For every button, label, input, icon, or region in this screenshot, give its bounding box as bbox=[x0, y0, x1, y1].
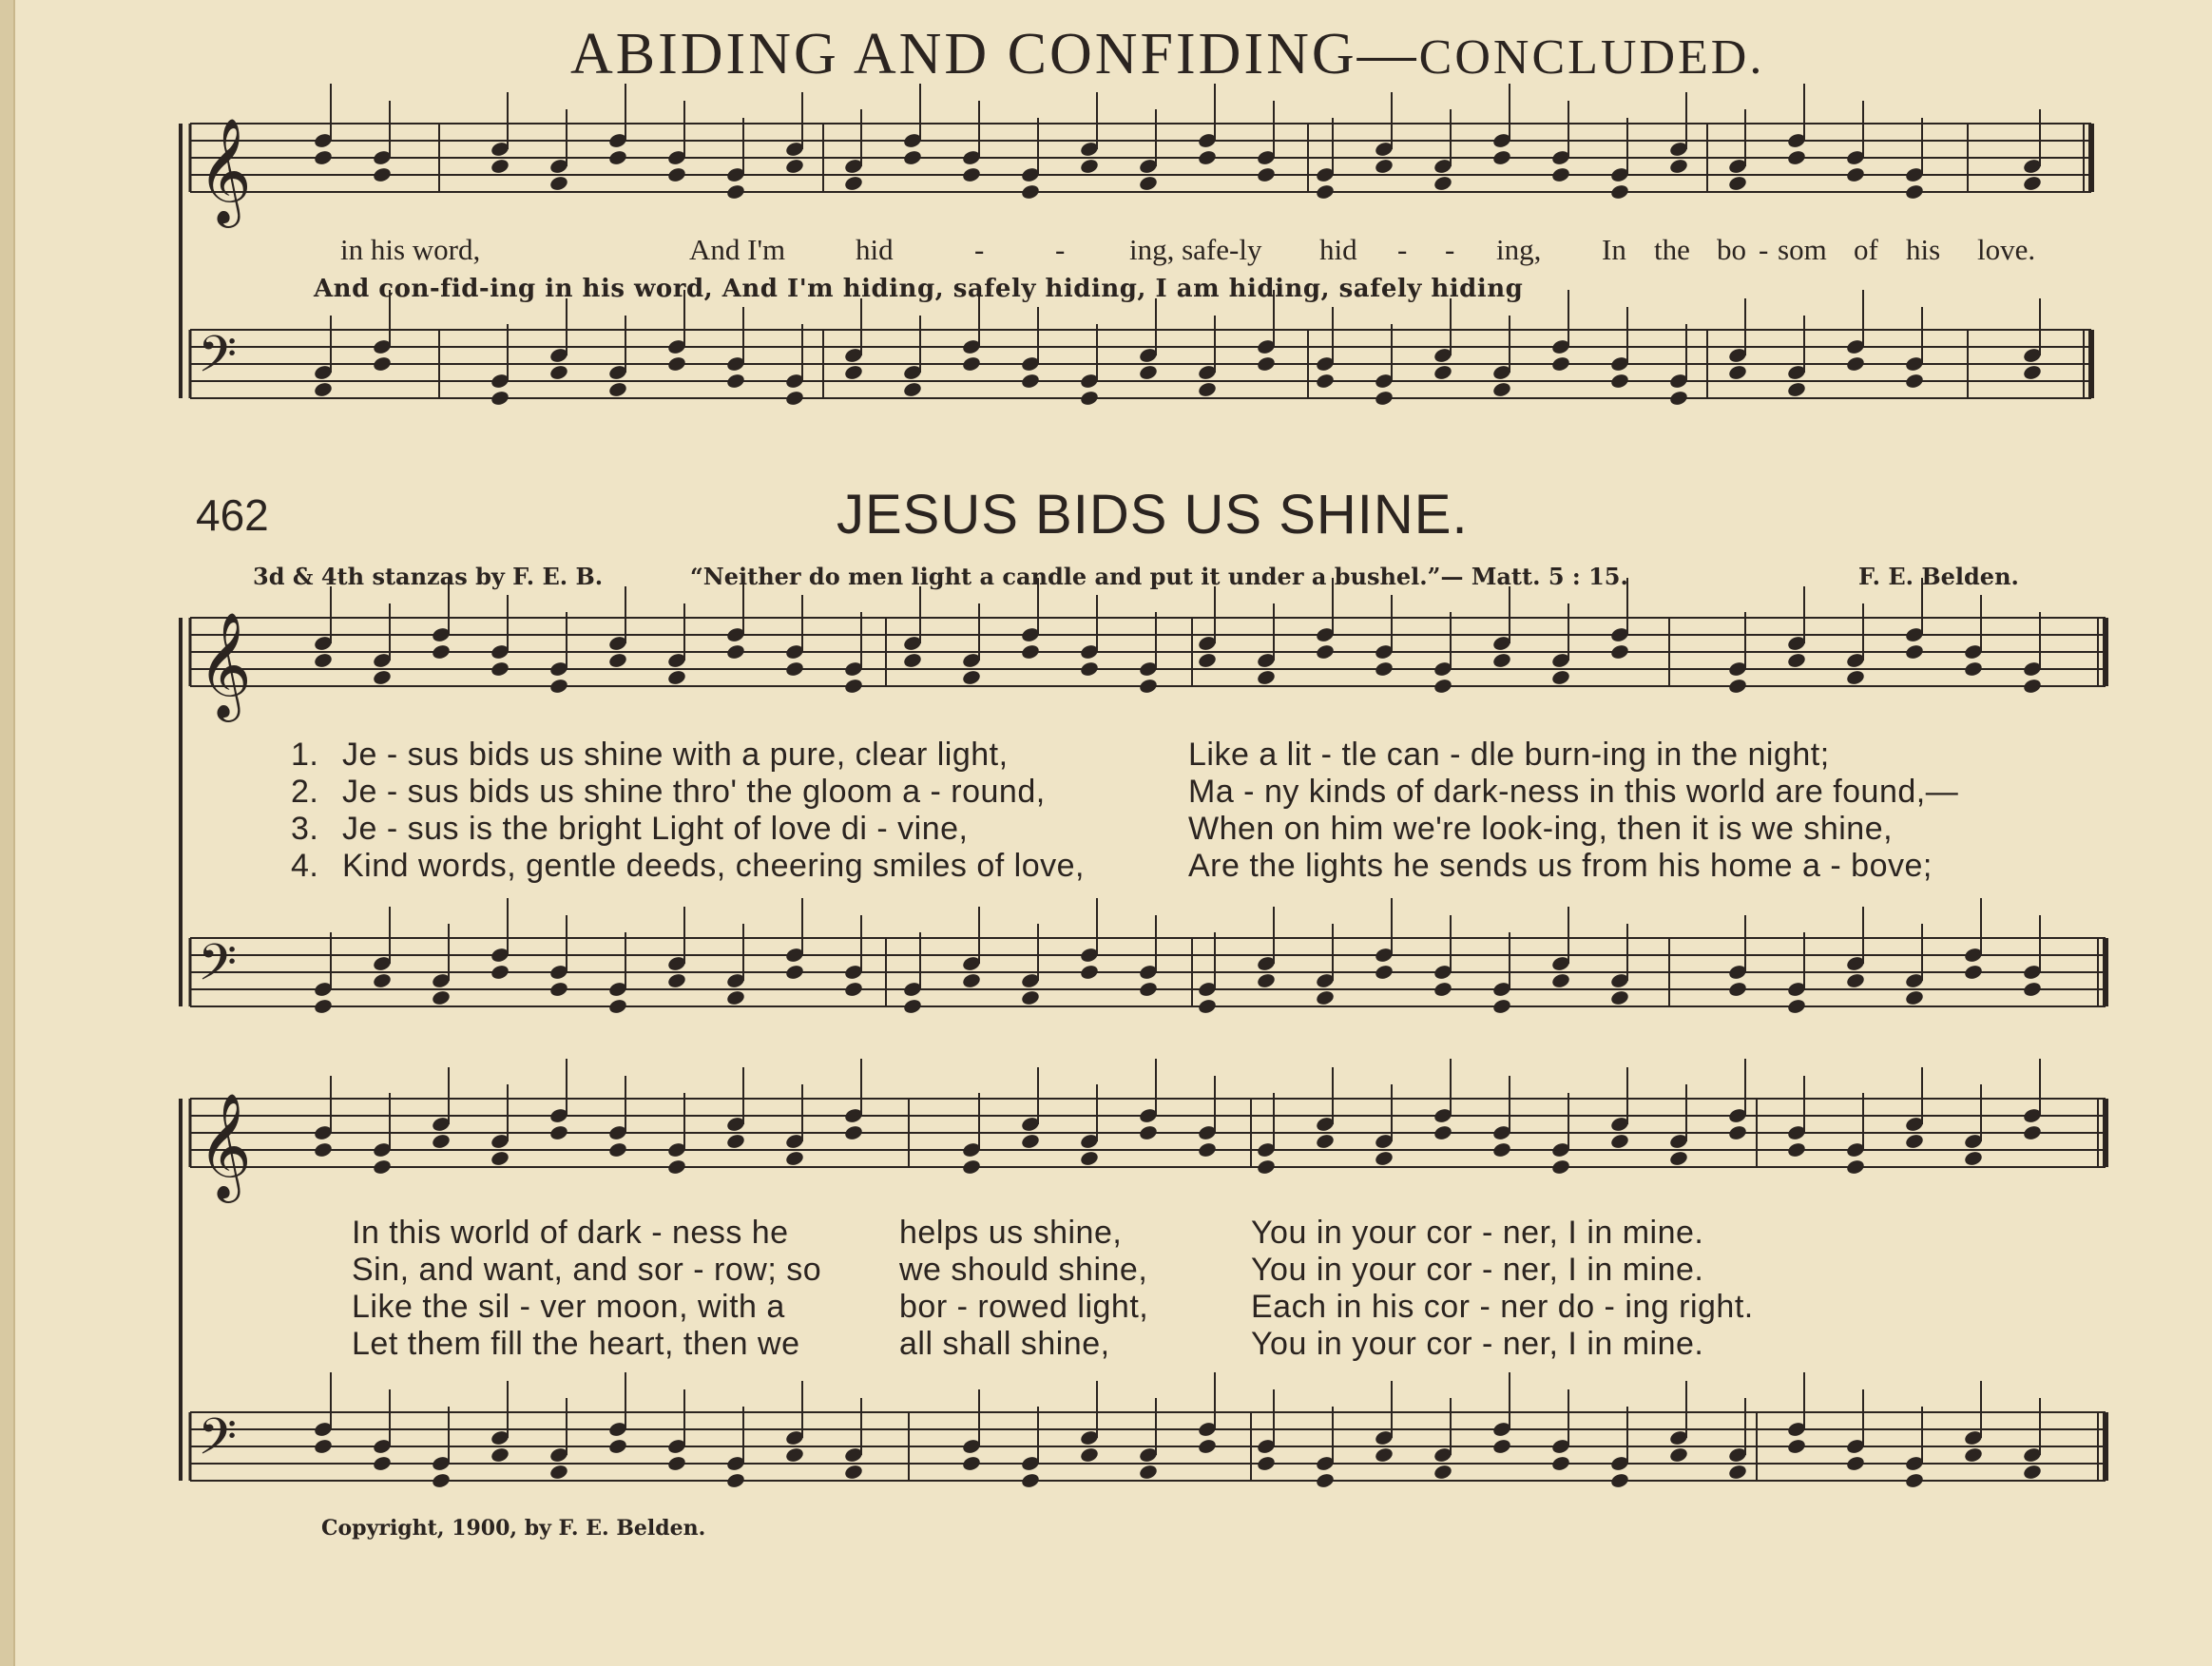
note-head bbox=[1727, 678, 1747, 695]
note-head bbox=[1020, 1472, 1040, 1489]
note-head bbox=[843, 678, 863, 695]
note-head bbox=[1374, 964, 1394, 981]
verse-line-c: You in your cor - ner, I in mine. bbox=[1251, 1252, 1704, 1288]
note-head bbox=[1374, 1446, 1394, 1464]
note-head bbox=[666, 1159, 686, 1176]
lyric-word: - bbox=[974, 233, 985, 266]
note-head bbox=[1256, 972, 1276, 989]
note-head bbox=[1020, 373, 1040, 390]
note-head bbox=[607, 652, 627, 669]
lyric-word: in his word, bbox=[340, 233, 481, 266]
note-head bbox=[1079, 390, 1099, 407]
verse-line-b: Ma - ny kinds of dark-ness in this world are found,— bbox=[1188, 774, 1959, 810]
note-head bbox=[1845, 1455, 1865, 1472]
note-head bbox=[902, 149, 922, 166]
note-head bbox=[1197, 149, 1217, 166]
note-head bbox=[1138, 981, 1158, 998]
note-head bbox=[1256, 1455, 1276, 1472]
note-head bbox=[313, 652, 333, 669]
note-head bbox=[1374, 158, 1394, 175]
note-head bbox=[784, 661, 804, 678]
hymn-number: 462 bbox=[196, 490, 269, 540]
note-head bbox=[1491, 998, 1511, 1015]
note-head bbox=[1020, 643, 1040, 661]
verse-line-a: Je - sus bids us shine with a pure, clear light, bbox=[342, 737, 1009, 773]
verse-number: 1. bbox=[291, 737, 319, 773]
note-head bbox=[1668, 158, 1688, 175]
note-head bbox=[1963, 1150, 1983, 1167]
note-head bbox=[1786, 149, 1806, 166]
note-head bbox=[490, 158, 510, 175]
note-head bbox=[725, 1472, 745, 1489]
note-head bbox=[666, 1455, 686, 1472]
lyric-word: of bbox=[1854, 233, 1878, 266]
note-head bbox=[1550, 166, 1570, 183]
note-head bbox=[961, 1159, 981, 1176]
note-head bbox=[431, 989, 451, 1006]
lyric-word: his bbox=[1906, 233, 1941, 266]
note-head bbox=[372, 972, 392, 989]
lyric-word: bo bbox=[1717, 233, 1746, 266]
note-head bbox=[1904, 643, 1924, 661]
note-head bbox=[1138, 175, 1158, 192]
note-head bbox=[2022, 678, 2042, 695]
note-head bbox=[372, 669, 392, 686]
note-head bbox=[1256, 669, 1276, 686]
note-head bbox=[1491, 652, 1511, 669]
note-head bbox=[784, 964, 804, 981]
note-head bbox=[313, 998, 333, 1015]
note-head bbox=[666, 355, 686, 373]
note-head bbox=[1020, 989, 1040, 1006]
verse-line-b: all shall shine, bbox=[899, 1326, 1110, 1362]
note-head bbox=[607, 998, 627, 1015]
note-head bbox=[1668, 390, 1688, 407]
note-head bbox=[1609, 183, 1629, 201]
note-head bbox=[1256, 1159, 1276, 1176]
note-head bbox=[431, 1133, 451, 1150]
note-head bbox=[2022, 1124, 2042, 1141]
note-head bbox=[1845, 1159, 1865, 1176]
lyric-word: som bbox=[1778, 233, 1827, 266]
note-head bbox=[1845, 972, 1865, 989]
note-head bbox=[725, 373, 745, 390]
note-head bbox=[1609, 373, 1629, 390]
note-head bbox=[607, 1141, 627, 1159]
note-head bbox=[1786, 998, 1806, 1015]
note-head bbox=[725, 183, 745, 201]
note-head bbox=[902, 381, 922, 398]
verse-line-c: You in your cor - ner, I in mine. bbox=[1251, 1326, 1704, 1362]
note-head bbox=[548, 1124, 568, 1141]
note-head bbox=[1138, 1464, 1158, 1481]
note-head bbox=[1963, 1446, 1983, 1464]
note-head bbox=[843, 1124, 863, 1141]
lyric-word: - bbox=[1759, 233, 1769, 266]
note-head bbox=[548, 678, 568, 695]
note-head bbox=[1433, 1464, 1452, 1481]
note-head bbox=[666, 669, 686, 686]
note-head bbox=[372, 355, 392, 373]
note-head bbox=[1020, 183, 1040, 201]
note-head bbox=[1374, 390, 1394, 407]
note-head bbox=[607, 381, 627, 398]
note-head bbox=[313, 1141, 333, 1159]
note-head bbox=[1668, 1446, 1688, 1464]
verse-line-a: Sin, and want, and sor - row; so bbox=[352, 1252, 822, 1288]
note-head bbox=[1904, 183, 1924, 201]
note-head bbox=[1786, 1438, 1806, 1455]
note-head bbox=[784, 158, 804, 175]
note-head bbox=[1020, 1133, 1040, 1150]
note-head bbox=[1433, 678, 1452, 695]
note-head bbox=[548, 1464, 568, 1481]
lyric-word: ing, safe-ly bbox=[1129, 233, 1262, 266]
note-head bbox=[2022, 175, 2042, 192]
copyright-notice: Copyright, 1900, by F. E. Belden. bbox=[321, 1516, 706, 1541]
verse-line-a: Kind words, gentle deeds, cheering smiles of love, bbox=[342, 848, 1085, 884]
note-head bbox=[902, 998, 922, 1015]
note-head bbox=[2022, 364, 2042, 381]
note-head bbox=[1491, 149, 1511, 166]
note-head bbox=[1550, 669, 1570, 686]
note-head bbox=[1315, 183, 1335, 201]
note-head bbox=[490, 964, 510, 981]
note-head bbox=[548, 175, 568, 192]
note-head bbox=[843, 364, 863, 381]
note-head bbox=[784, 1150, 804, 1167]
note-head bbox=[961, 355, 981, 373]
note-head bbox=[1727, 364, 1747, 381]
note-head bbox=[1315, 989, 1335, 1006]
note-head bbox=[902, 652, 922, 669]
note-head bbox=[1904, 1472, 1924, 1489]
note-head bbox=[548, 364, 568, 381]
note-head bbox=[1256, 355, 1276, 373]
lyric-word: hid bbox=[1319, 233, 1357, 266]
note-head bbox=[1963, 964, 1983, 981]
note-head bbox=[1315, 643, 1335, 661]
note-head bbox=[490, 390, 510, 407]
note-head bbox=[1609, 989, 1629, 1006]
note-head bbox=[961, 669, 981, 686]
note-head bbox=[1491, 1438, 1511, 1455]
note-head bbox=[1904, 989, 1924, 1006]
verse-line-b: bor - rowed light, bbox=[899, 1289, 1149, 1325]
note-head bbox=[1138, 364, 1158, 381]
note-head bbox=[1315, 373, 1335, 390]
note-head bbox=[1079, 1150, 1099, 1167]
note-head bbox=[1609, 643, 1629, 661]
verse-line-a: Je - sus is the bright Light of love di - vine, bbox=[342, 811, 969, 847]
lyric-word: love. bbox=[1977, 233, 2036, 266]
lyric-word: - bbox=[1397, 233, 1408, 266]
note-head bbox=[1197, 652, 1217, 669]
note-head bbox=[1668, 1150, 1688, 1167]
lyric-line-2: And con-fid-ing in his word, And I'm hiding, safely hiding, I am hiding, safely hiding bbox=[314, 275, 1524, 303]
lyric-word: - bbox=[1055, 233, 1066, 266]
note-head bbox=[1727, 1124, 1747, 1141]
note-head bbox=[1079, 964, 1099, 981]
lyric-word: hid bbox=[856, 233, 894, 266]
lyric-word: And I'm bbox=[689, 233, 786, 266]
verse-line-a: Let them fill the heart, then we bbox=[352, 1326, 800, 1362]
verse-line-b: When on him we're look-ing, then it is we shine, bbox=[1188, 811, 1894, 847]
note-head bbox=[1374, 661, 1394, 678]
continued-hymn-title: ABIDING AND CONFIDING—CONCLUDED. bbox=[570, 22, 1765, 86]
verse-line-b: Like a lit - tle can - dle burn-ing in the night; bbox=[1188, 737, 1830, 773]
composer: F. E. Belden. bbox=[1858, 563, 2019, 590]
lyric-word: In bbox=[1602, 233, 1626, 266]
note-head bbox=[1433, 175, 1452, 192]
note-head bbox=[843, 1464, 863, 1481]
note-head bbox=[1197, 998, 1217, 1015]
bass-clef: 𝄢 bbox=[198, 934, 238, 1005]
verse-line-b: helps us shine, bbox=[899, 1215, 1123, 1251]
note-head bbox=[313, 381, 333, 398]
note-head bbox=[1609, 1133, 1629, 1150]
note-head bbox=[843, 981, 863, 998]
verse-line-b: we should shine, bbox=[899, 1252, 1148, 1288]
treble-clef: 𝄞 bbox=[198, 1092, 252, 1198]
note-head bbox=[1079, 1446, 1099, 1464]
note-head bbox=[1433, 1124, 1452, 1141]
hymn-title: JESUS BIDS US SHINE. bbox=[837, 484, 1469, 546]
verse-number: 4. bbox=[291, 848, 319, 884]
stanza-credit: 3d & 4th stanzas by F. E. B. bbox=[253, 563, 604, 590]
note-head bbox=[1374, 1150, 1394, 1167]
note-head bbox=[666, 972, 686, 989]
note-head bbox=[784, 1446, 804, 1464]
bass-clef: 𝄢 bbox=[198, 1408, 238, 1479]
verse-line-a: Je - sus bids us shine thro' the gloom a - round, bbox=[342, 774, 1046, 810]
note-head bbox=[1256, 166, 1276, 183]
note-head bbox=[1727, 175, 1747, 192]
verse-line-c: Each in his cor - ner do - ing right. bbox=[1251, 1289, 1754, 1325]
note-head bbox=[1845, 355, 1865, 373]
treble-clef: 𝄞 bbox=[198, 611, 252, 718]
note-head bbox=[725, 989, 745, 1006]
note-head bbox=[961, 972, 981, 989]
note-head bbox=[1197, 1141, 1217, 1159]
note-head bbox=[1904, 373, 1924, 390]
note-head bbox=[1550, 972, 1570, 989]
note-head bbox=[1727, 1464, 1747, 1481]
note-head bbox=[1550, 1455, 1570, 1472]
lyric-word: ing, bbox=[1496, 233, 1542, 266]
note-head bbox=[1727, 981, 1747, 998]
verse-line-a: Like the sil - ver moon, with a bbox=[352, 1289, 785, 1325]
note-head bbox=[1963, 661, 1983, 678]
note-head bbox=[1491, 1141, 1511, 1159]
note-head bbox=[1904, 1133, 1924, 1150]
note-head bbox=[2022, 1464, 2042, 1481]
lyric-word: - bbox=[1445, 233, 1455, 266]
note-head bbox=[1786, 652, 1806, 669]
note-head bbox=[843, 175, 863, 192]
note-head bbox=[372, 1455, 392, 1472]
note-head bbox=[1138, 678, 1158, 695]
note-head bbox=[2022, 981, 2042, 998]
note-head bbox=[490, 1150, 510, 1167]
note-head bbox=[1491, 381, 1511, 398]
note-head bbox=[1433, 981, 1452, 998]
note-head bbox=[313, 149, 333, 166]
note-head bbox=[725, 1133, 745, 1150]
note-head bbox=[961, 166, 981, 183]
bass-clef: 𝄢 bbox=[198, 326, 238, 396]
note-head bbox=[1845, 669, 1865, 686]
note-head bbox=[1315, 1133, 1335, 1150]
lyric-word: the bbox=[1654, 233, 1690, 266]
note-head bbox=[784, 390, 804, 407]
note-head bbox=[490, 1446, 510, 1464]
verse-line-a: In this world of dark - ness he bbox=[352, 1215, 789, 1251]
note-head bbox=[1315, 1472, 1335, 1489]
note-head bbox=[1609, 1472, 1629, 1489]
verse-line-b: Are the lights he sends us from his home a - bove; bbox=[1188, 848, 1933, 884]
note-head bbox=[372, 166, 392, 183]
note-head bbox=[1079, 661, 1099, 678]
note-head bbox=[431, 643, 451, 661]
note-head bbox=[1197, 381, 1217, 398]
note-head bbox=[666, 166, 686, 183]
note-head bbox=[1138, 1124, 1158, 1141]
note-head bbox=[1786, 381, 1806, 398]
note-head bbox=[961, 1455, 981, 1472]
verse-line-c: You in your cor - ner, I in mine. bbox=[1251, 1215, 1704, 1251]
verse-number: 3. bbox=[291, 811, 319, 847]
note-head bbox=[1079, 158, 1099, 175]
treble-clef: 𝄞 bbox=[198, 117, 252, 223]
note-head bbox=[725, 643, 745, 661]
note-head bbox=[1786, 1141, 1806, 1159]
note-head bbox=[1845, 166, 1865, 183]
note-head bbox=[1197, 1438, 1217, 1455]
verse-number: 2. bbox=[291, 774, 319, 810]
note-head bbox=[607, 149, 627, 166]
note-head bbox=[1433, 364, 1452, 381]
note-head bbox=[431, 1472, 451, 1489]
note-head bbox=[607, 1438, 627, 1455]
note-head bbox=[490, 661, 510, 678]
note-head bbox=[548, 981, 568, 998]
scripture-reference: “Neither do men light a candle and put it under a bushel.”— Matt. 5 : 15. bbox=[690, 563, 1628, 590]
note-head bbox=[1550, 355, 1570, 373]
note-head bbox=[372, 1159, 392, 1176]
note-head bbox=[313, 1438, 333, 1455]
note-head bbox=[1550, 1159, 1570, 1176]
